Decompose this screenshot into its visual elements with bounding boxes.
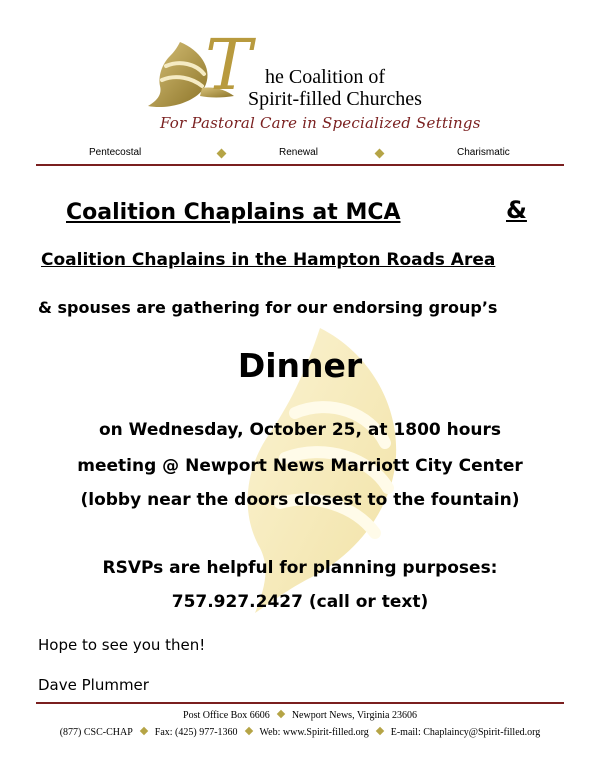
denomination-pentecostal: Pentecostal	[89, 147, 142, 158]
event-location: meeting @ Newport News Marriott City Center	[77, 456, 523, 476]
denomination-charismatic: Charismatic	[457, 147, 510, 158]
intro-text: & spouses are gathering for our endorsing group’s	[38, 298, 498, 317]
logo-name-line2: Spirit-filled Churches	[248, 88, 422, 110]
closing-text: Hope to see you then!	[38, 636, 206, 654]
footer-phone: (877) CSC-CHAP	[59, 727, 133, 738]
heading-mca: Coalition Chaplains at MCA	[66, 200, 401, 225]
footer-contacts	[0, 727, 600, 738]
footer-email: E-mail: Chaplaincy@Spirit-filled.org	[390, 727, 541, 738]
event-title: Dinner	[237, 346, 363, 385]
rsvp-phone: 757.927.2427 (call or text)	[171, 592, 429, 612]
event-location-detail: (lobby near the doors closest to the fountain)	[80, 490, 520, 510]
diamond-icon	[375, 727, 383, 735]
diamond-icon	[244, 727, 252, 735]
event-date: on Wednesday, October 25, at 1800 hours	[98, 420, 502, 440]
header-divider	[36, 164, 564, 166]
footer-divider	[36, 702, 564, 704]
diamond-icon	[217, 149, 227, 159]
denomination-row	[36, 146, 564, 162]
footer-city: Newport News, Virginia 23606	[291, 710, 417, 721]
footer-po-box: Post Office Box 6606	[183, 710, 270, 721]
rsvp-text: RSVPs are helpful for planning purposes:	[102, 558, 498, 578]
diamond-icon	[140, 727, 148, 735]
footer-web: Web: www.Spirit-filled.org	[259, 727, 369, 738]
footer-fax: Fax: (425) 977-1360	[154, 727, 238, 738]
heading-hampton-roads: Coalition Chaplains in the Hampton Roads Area	[41, 250, 496, 270]
logo-name-line1: he Coalition of	[265, 66, 385, 88]
diamond-icon	[375, 149, 385, 159]
signature: Dave Plummer	[38, 676, 149, 694]
denomination-renewal: Renewal	[279, 147, 318, 158]
logo-big-letter: T	[205, 24, 252, 106]
diamond-icon	[277, 710, 285, 718]
heading-ampersand: &	[506, 196, 527, 224]
footer-address	[0, 710, 600, 721]
logo-tagline: For Pastoral Care in Specialized Settings	[160, 114, 481, 132]
